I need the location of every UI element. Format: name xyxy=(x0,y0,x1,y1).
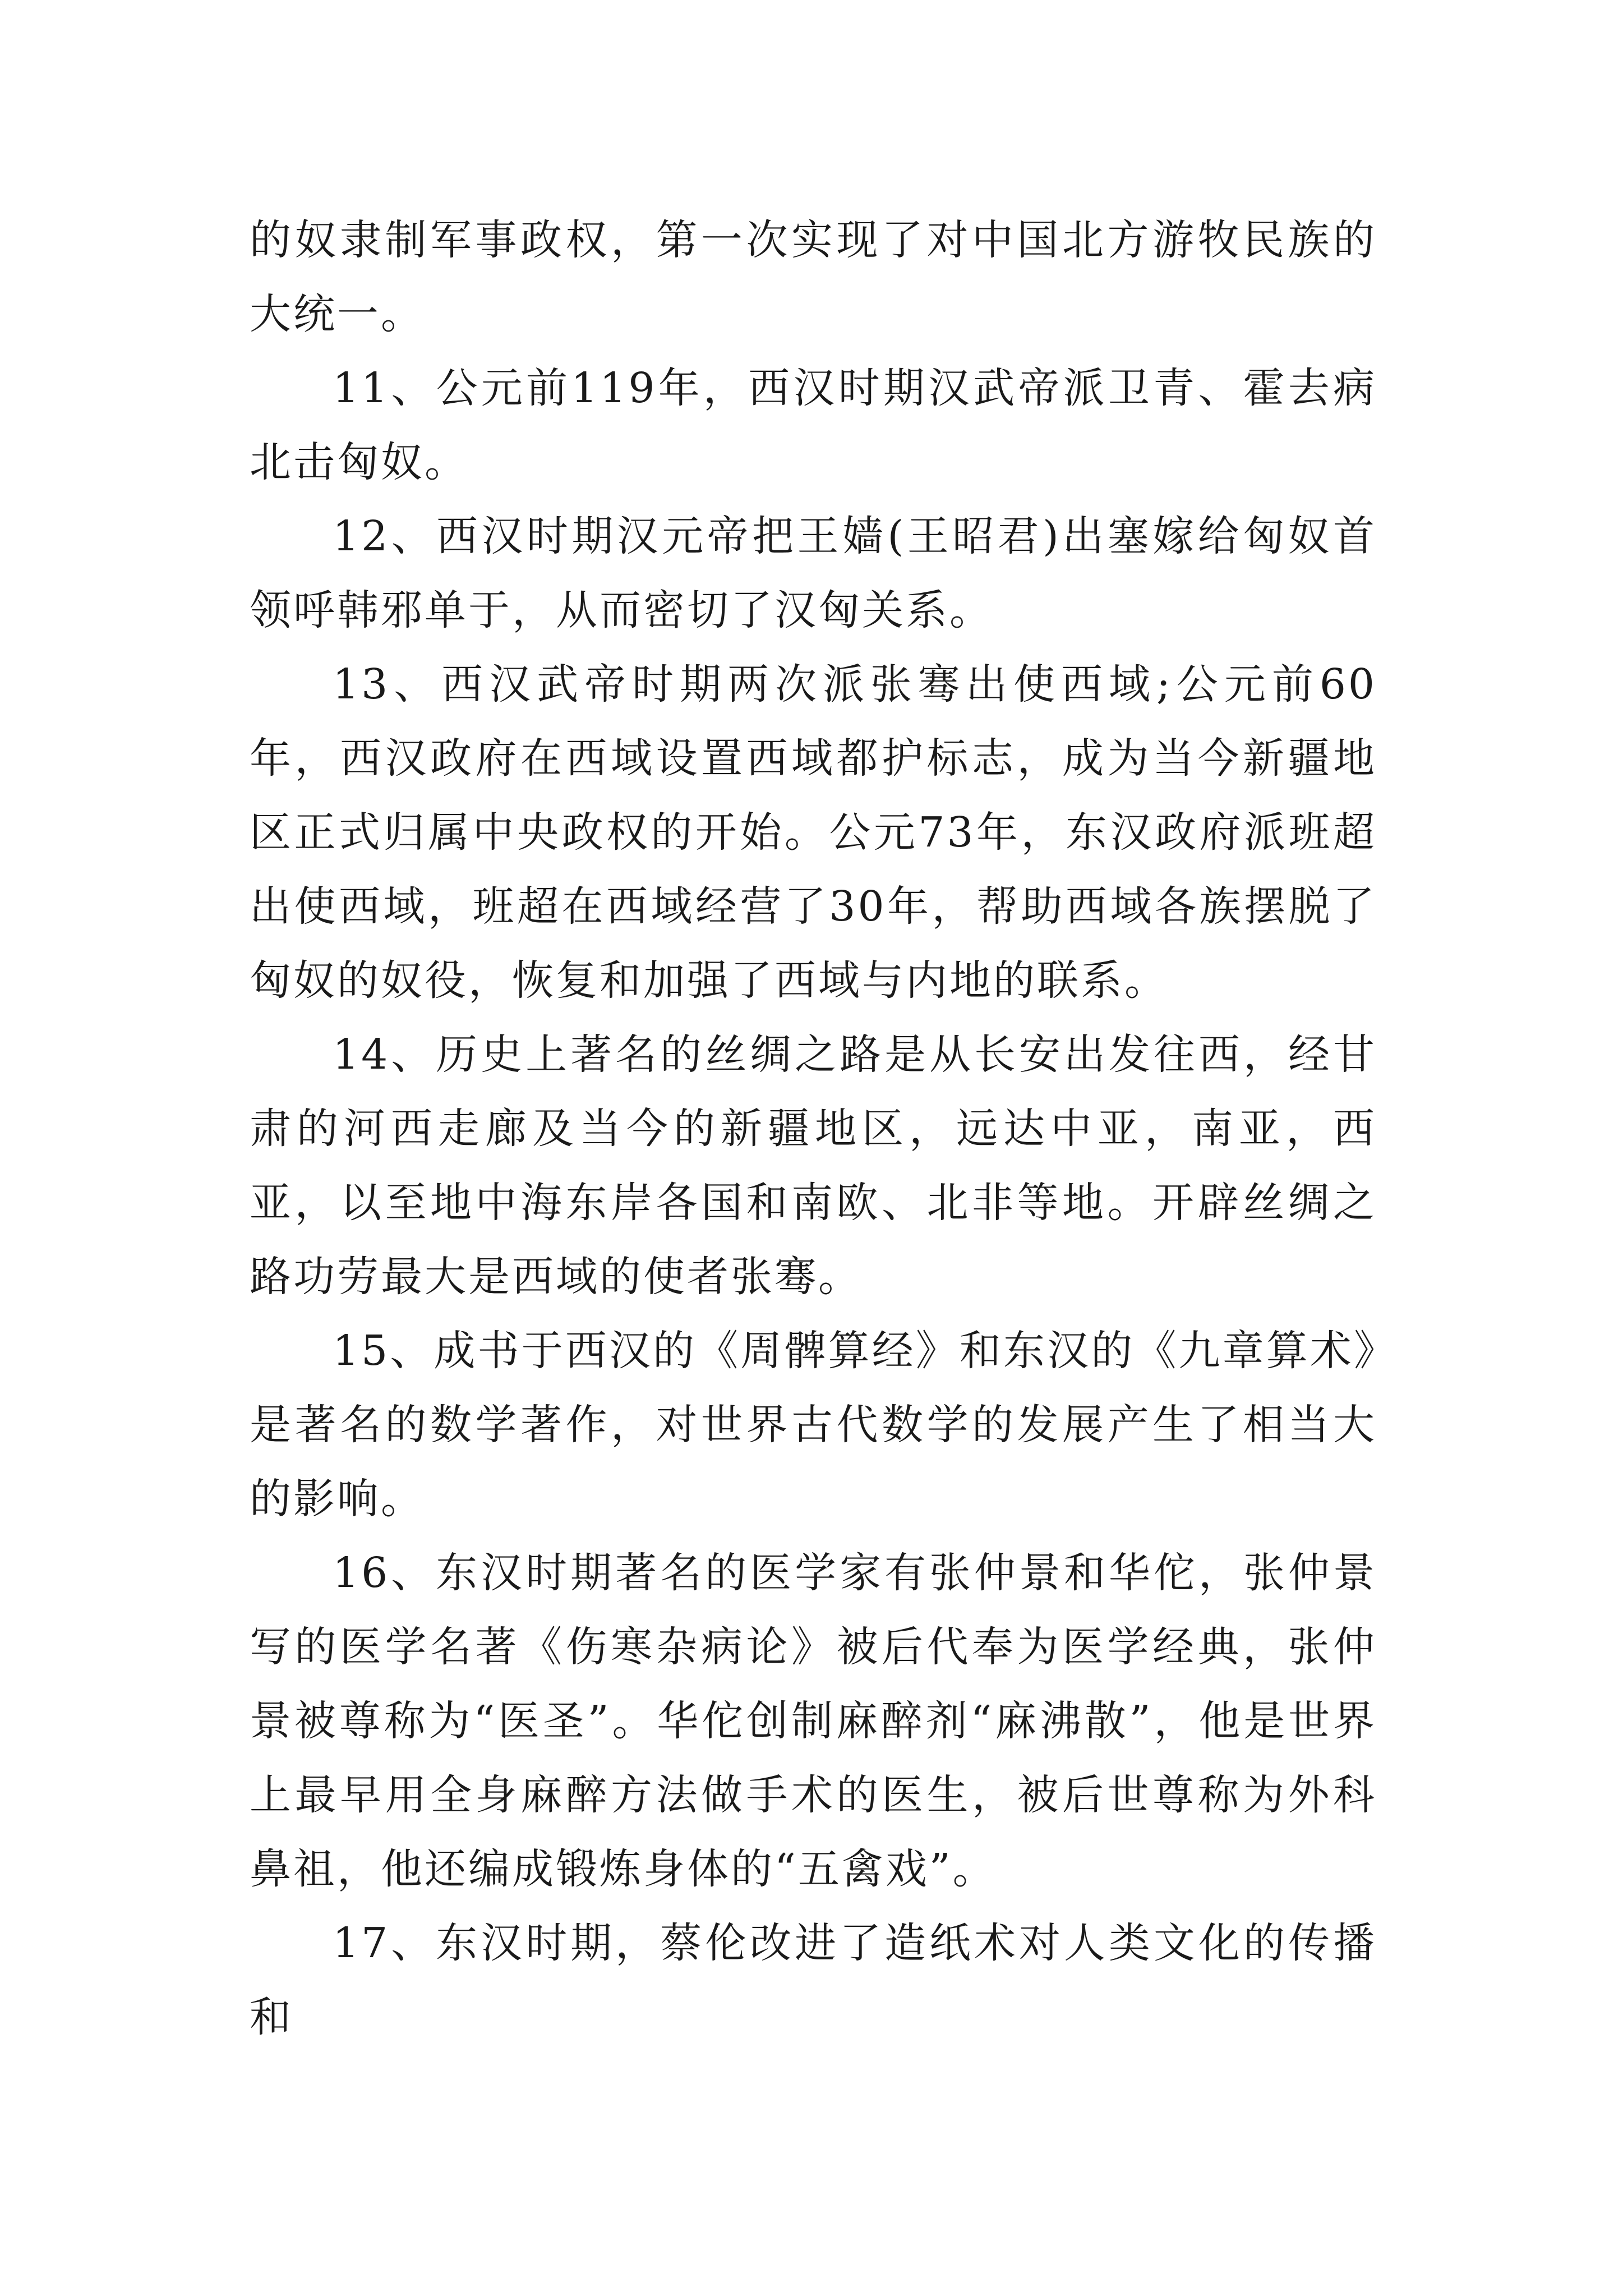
paragraph-item-17: 17、东汉时期，蔡伦改进了造纸术对人类文化的传播和 xyxy=(250,1919,1377,2041)
paragraph-item-13: 13、西汉武帝时期两次派张骞出使西域;公元前60年，西汉政府在西域设置西域都护标志，成为当今新疆地区正式归属中央政权的开始。公元73年，东汉政府派班超出使西域，班超在西域经营了30年，帮助西域各族摆脱了匈奴的奴役，恢复和加强了西域与内地的联系。 xyxy=(250,660,1377,1005)
paragraph-item-16: 16、东汉时期著名的医学家有张仲景和华佗，张仲景写的医学名著《伤寒杂病论》被后代奉为医学经典，张仲景被尊称为“医圣”。华佗创制麻醉剂“麻沸散”，他是世界上最早用全身麻醉方法做手术的医生，被后世尊称为外科鼻祖，他还编成锻炼身体的“五禽戏”。 xyxy=(250,1549,1377,1893)
body-text xyxy=(250,203,1377,2054)
paragraph-item-11: 11、公元前119年，西汉时期汉武帝派卫青、霍去病北击匈奴。 xyxy=(250,364,1377,486)
paragraph-continuation: 的奴隶制军事政权，第一次实现了对中国北方游牧民族的大统一。 xyxy=(250,216,1377,338)
paragraph-item-12: 12、西汉时期汉元帝把王嫱(王昭君)出塞嫁给匈奴首领呼韩邪单于，从而密切了汉匈关系。 xyxy=(250,512,1377,634)
paragraph-item-14: 14、历史上著名的丝绸之路是从长安出发往西，经甘肃的河西走廊及当今的新疆地区，远达中亚，南亚，西亚，以至地中海东岸各国和南欧、北非等地。开辟丝绸之路功劳最大是西域的使者张骞。 xyxy=(250,1030,1377,1301)
paragraph-item-15: 15、成书于西汉的《周髀算经》和东汉的《九章算术》是著名的数学著作，对世界古代数学的发展产生了相当大的影响。 xyxy=(250,1327,1377,1523)
